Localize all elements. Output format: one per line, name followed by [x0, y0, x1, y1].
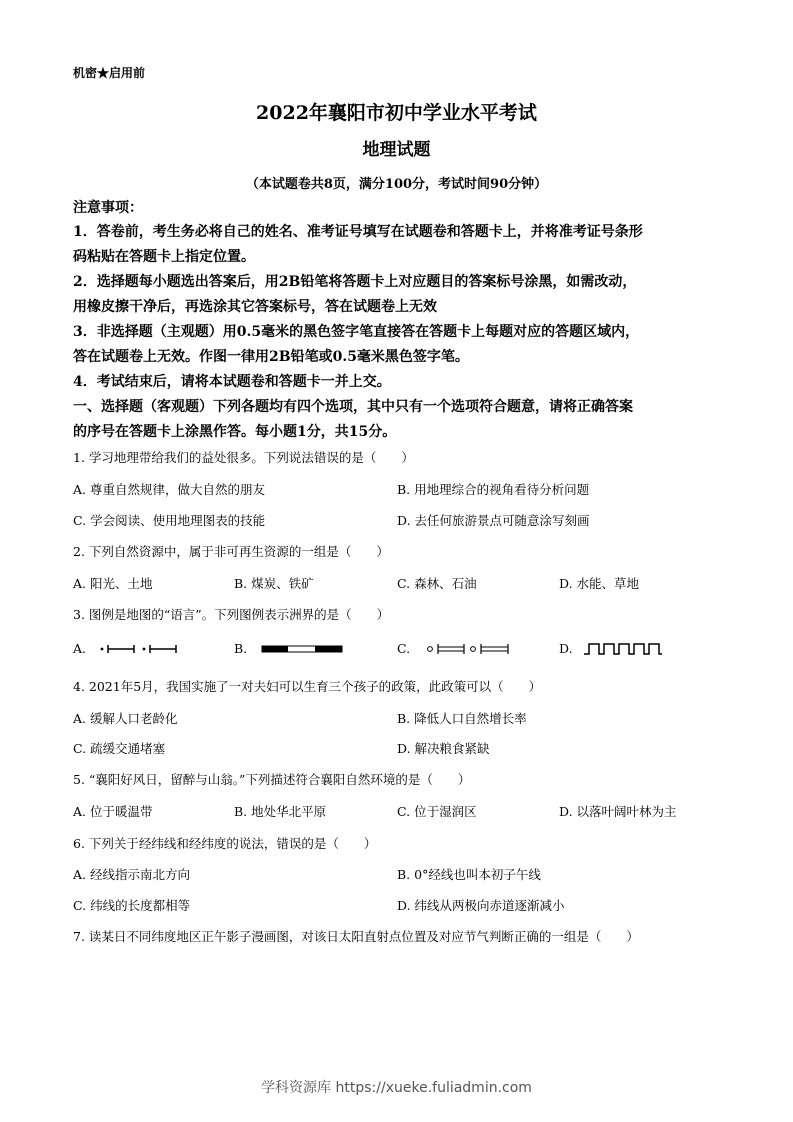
question-stem: 6. 下列关于经纬线和经纬度的说法，错误的是（ ） — [73, 836, 377, 851]
exam-title: 2022年襄阳市初中学业水平考试 — [256, 102, 537, 124]
option-c: C. — [397, 641, 411, 656]
secret-label: 机密★启用前 — [73, 66, 146, 80]
notice-line: 用橡皮擦干净后，再选涂其它答案标号，答在试题卷上无效 — [73, 299, 437, 315]
notice-line: 码粘贴在答题卡上指定位置。 — [73, 249, 255, 265]
option-a: A. 位于暖温带 — [73, 804, 153, 819]
option-d: D. 去任何旅游景点可随意涂写刻画 — [397, 513, 590, 528]
legend-symbol-a — [96, 641, 182, 657]
question-stem: 4. 2021年5月，我国实施了一对夫妇可以生育三个孩子的政策，此政策可以（ ） — [73, 679, 542, 694]
option-c: C. 纬线的长度都相等 — [73, 898, 191, 913]
option-c: C. 学会阅读、使用地理图表的技能 — [73, 513, 266, 528]
option-a: A. 经线指示南北方向 — [73, 867, 190, 882]
notice-heading: 注意事项： — [73, 200, 143, 216]
option-b: B. 地处华北平原 — [234, 804, 327, 819]
question-stem: 2. 下列自然资源中，属于非可再生资源的一组是（ ） — [73, 544, 389, 559]
option-a: A. 尊重自然规律，做大自然的朋友 — [73, 482, 265, 497]
option-b: B. 用地理综合的视角看待分析问题 — [397, 482, 590, 497]
notice-line: 3．非选择题（主观题）用0.5毫米的黑色签字笔直接答在答题卡上每题对应的答题区域内， — [73, 324, 640, 340]
option-b: B. 降低人口自然增长率 — [397, 711, 527, 726]
subject-title: 地理试题 — [362, 140, 431, 160]
legend-symbol-b — [261, 641, 343, 657]
option-b: B. 0°经线也叫本初子午线 — [397, 867, 541, 882]
legend-symbol-c — [424, 641, 516, 657]
notice-line: 答在试题卷上无效。作图一律用2B铅笔或0.5毫米黑色签字笔。 — [73, 349, 469, 365]
footer-watermark[interactable]: 学科资源库 https://xueke.fuliadmin.com — [261, 1080, 532, 1096]
legend-symbol-d — [583, 640, 663, 658]
exam-info: （本试题卷共8页，满分100分，考试时间90分钟） — [245, 177, 548, 192]
option-c: C. 位于湿润区 — [397, 804, 477, 819]
option-b: B. 煤炭、铁矿 — [234, 576, 314, 591]
section-heading: 一、选择题（客观题）下列各题均有四个选项，其中只有一个选项符合题意，请将正确答案 — [73, 399, 633, 415]
notice-line: 4．考试结束后，请将本试题卷和答题卡一并上交。 — [73, 374, 391, 390]
question-stem: 7. 读某日不同纬度地区正午影子漫画图，对该日太阳直射点位置及对应节气判断正确的一组是（ ） — [73, 929, 639, 944]
option-a: A. 缓解人口老龄化 — [73, 711, 178, 726]
option-c: C. 疏缓交通堵塞 — [73, 741, 166, 756]
question-stem: 5. “襄阳好风日，留醉与山翁。”下列描述符合襄阳自然环境的是（ ） — [73, 772, 471, 787]
option-c: C. 森林、石油 — [397, 576, 477, 591]
option-b: B. — [234, 641, 248, 656]
notice-line: 2．选择题每小题选出答案后，用2B铅笔将答题卡上对应题目的答案标号涂黑，如需改动， — [73, 274, 637, 290]
option-d: D. 水能、草地 — [559, 576, 640, 591]
option-a: A. 阳光、土地 — [73, 576, 153, 591]
question-stem: 1. 学习地理带给我们的益处很多。下列说法错误的是（ ） — [73, 450, 414, 465]
option-d: D. — [559, 641, 573, 656]
option-d: D. 解决粮食紧缺 — [397, 741, 490, 756]
section-heading: 的序号在答题卡上涂黑作答。每小题1分，共15分。 — [73, 424, 397, 440]
option-d: D. 纬线从两极向赤道逐渐减小 — [397, 898, 565, 913]
notice-line: 1．答卷前，考生务必将自己的姓名、准考证号填写在试题卷和答题卡上，并将准考证号条形 — [73, 224, 643, 240]
option-a: A. — [73, 641, 87, 656]
option-d: D. 以落叶阔叶林为主 — [559, 804, 677, 819]
question-stem: 3. 图例是地图的“语言”。下列图例表示洲界的是（ ） — [73, 607, 390, 622]
